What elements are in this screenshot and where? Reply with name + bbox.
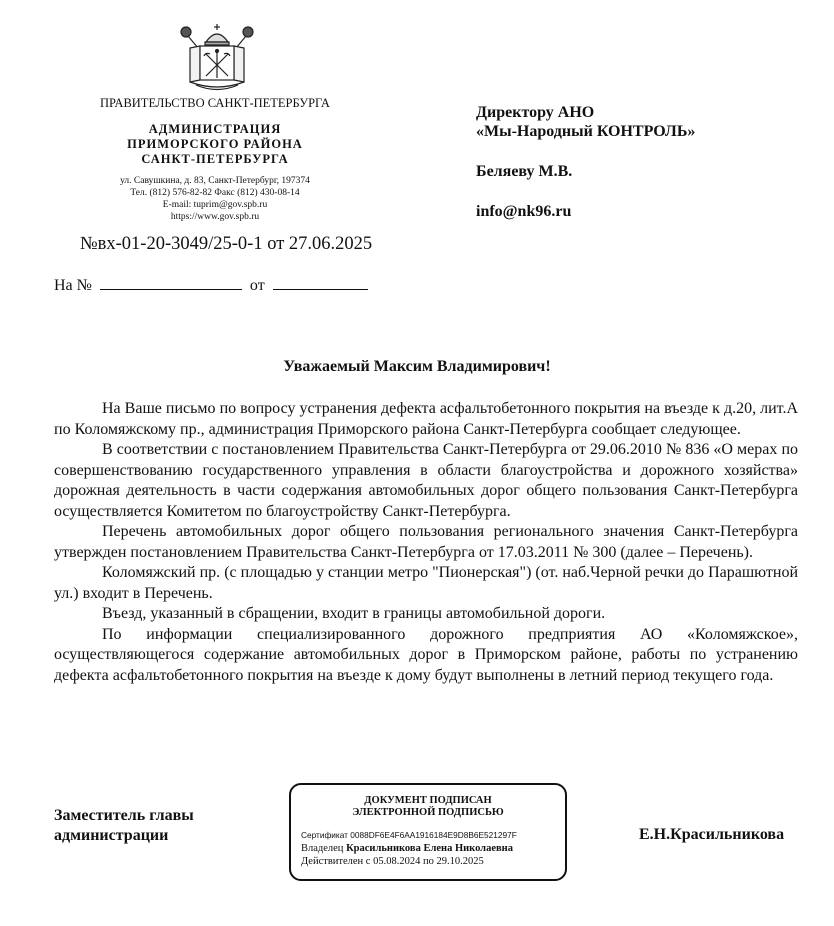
- government-name: ПРАВИТЕЛЬСТВО САНКТ-ПЕТЕРБУРГА: [100, 96, 330, 110]
- reply-date-field: [273, 275, 368, 290]
- signer-position-line: администрации: [54, 827, 169, 844]
- administration-title: [60, 122, 370, 167]
- reply-number-label: На №: [54, 277, 92, 294]
- stamp-validity: Действителен с 05.08.2024 по 29.10.2025: [301, 856, 484, 867]
- paragraph: В соответствии с постановлением Правительства Санкт-Петербурга от 29.06.2010 № 836 «О мерах по совершенствованию государственного управления в области благоустройства и дорожного хозяйства» дорожная деятельность в части содержания автомобильных дорог общего пользования Санкт-Петербурга осуществляется Комитетом по благоустройству Санкт-Петербурга.: [54, 441, 798, 520]
- recipient-organization: «Мы-Народный КОНТРОЛЬ»: [476, 123, 696, 140]
- reply-to-line: [54, 275, 368, 295]
- stamp-owner: [301, 843, 513, 854]
- stamp-title: [291, 795, 565, 819]
- phone-fax: Тел. (812) 576-82-82 Факс (812) 430-08-14: [130, 188, 300, 198]
- stamp-owner-name: Красильникова Елена Николаевна: [346, 843, 513, 854]
- paragraph: Перечень автомобильных дорог общего пользования регионального значения Санкт-Петербурга утвержден постановлением Правительства Санкт-Петербурга от 17.03.2011 № 300 (далее – Перечень).: [54, 523, 798, 561]
- address: ул. Савушкина, д. 83, Санкт-Петербург, 197374: [120, 176, 310, 186]
- paragraph: Въезд, указанный в сбращении, входит в границы автомобильной дороги.: [102, 605, 606, 622]
- recipient-block: [476, 103, 695, 221]
- salutation: Уважаемый Максим Владимирович!: [283, 358, 551, 375]
- recipient-name: Беляеву М.В.: [476, 163, 573, 180]
- coat-of-arms-icon: [176, 22, 258, 92]
- recipient-title: Директору АНО: [476, 104, 595, 121]
- paragraph: На Ваше письмо по вопросу устранения дефекта асфальтобетонного покрытия на въезде к д.20, лит.А по Коломяжскому пр., администрация Приморского района Санкт-Петербурга сообщает следующее.: [54, 400, 798, 438]
- administration-title-line: САНКТ-ПЕТЕРБУРГА: [141, 152, 289, 166]
- signer-position: [54, 806, 194, 846]
- electronic-signature-stamp: [289, 783, 567, 881]
- signer-position-line: Заместитель главы: [54, 807, 194, 824]
- paragraph: Коломяжский пр. (с площадью у станции метро "Пионерская") (от. наб.Черной речки до Парашютной ул.) входит в Перечень.: [54, 564, 798, 602]
- letter-body: [54, 399, 798, 686]
- administration-title-line: ПРИМОРСКОГО РАЙОНА: [127, 137, 303, 151]
- reply-number-field: [100, 275, 242, 290]
- website: https://www.gov.spb.ru: [170, 212, 260, 222]
- contacts-block: [60, 175, 370, 223]
- stamp-owner-label: Владелец: [301, 843, 347, 854]
- signer-name: Е.Н.Красильникова: [639, 826, 785, 843]
- stamp-title-line: ДОКУМЕНТ ПОДПИСАН: [364, 795, 492, 806]
- email: E-mail: tuprim@gov.spb.ru: [162, 200, 268, 210]
- stamp-title-line: ЭЛЕКТРОННОЙ ПОДПИСЬЮ: [352, 807, 504, 818]
- reply-date-label: от: [249, 277, 265, 294]
- administration-title-line: АДМИНИСТРАЦИЯ: [148, 122, 282, 136]
- stamp-certificate: Сертификат 0088DF6E4F6AA1916184E9D8B6E521297F: [301, 830, 517, 840]
- paragraph: По информации специализированного дорожного предприятия АО «Коломяжское», осуществляющегося содержание автомобильных дорог в Приморском районе, работы по устранению дефекта асфальтобетонного покрытия на въезде к дому будут выполнены в летний период текущего года.: [54, 625, 798, 684]
- outgoing-number: №вх-01-20-3049/25-0-1 от 27.06.2025: [80, 234, 373, 254]
- recipient-email: info@nk96.ru: [476, 203, 572, 220]
